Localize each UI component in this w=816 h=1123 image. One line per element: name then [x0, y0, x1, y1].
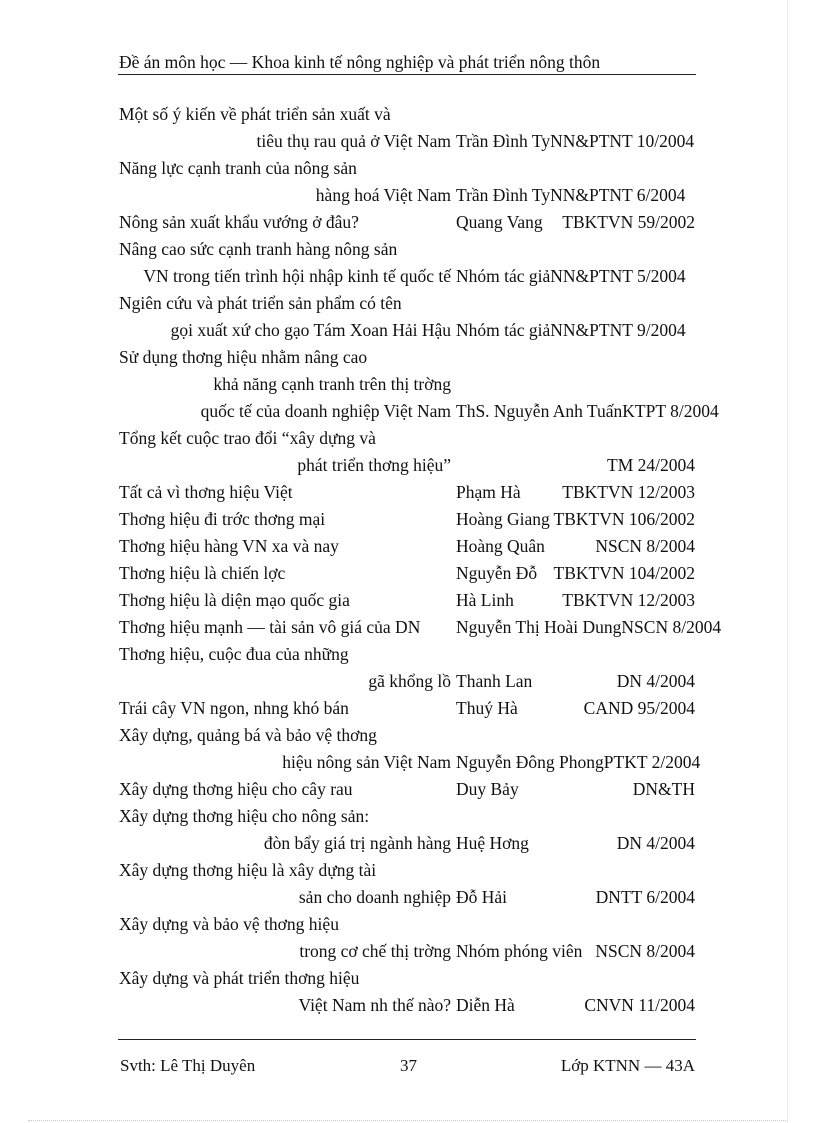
entry-title: gã khổng lồ: [368, 671, 451, 691]
entry-line: [0, 779, 816, 803]
entry-line: [0, 887, 816, 911]
entry-title: Nâng cao sức cạnh tranh hàng nông sản: [119, 239, 398, 259]
entry-line: [0, 266, 816, 290]
entry-author: Hà Linh: [456, 590, 514, 610]
entry-line: [0, 104, 816, 128]
entry-source: PTKT 2/2004: [603, 752, 701, 772]
entry-source: DN&TH: [632, 779, 695, 799]
entry-title: Thơng hiệu mạnh — tài sản vô giá của DN: [119, 617, 421, 637]
entry-line: [0, 752, 816, 776]
entry-title: Thơng hiệu hàng VN xa và nay: [119, 536, 339, 556]
entry-author: Duy Bảy: [456, 779, 519, 799]
entry-source: NN&PTNT 9/2004: [550, 320, 686, 340]
entry-source: DNTT 6/2004: [595, 887, 695, 907]
entry-line: [0, 644, 816, 668]
entry-title: gọi xuất xứ cho gạo Tám Xoan Hải Hậu: [170, 320, 451, 340]
entry-source: KTPT 8/2004: [622, 401, 719, 421]
entry-title: Ngiên cứu và phát triển sản phẩm có tên: [119, 293, 402, 313]
entry-line: [0, 725, 816, 749]
running-header: Đề án môn học — Khoa kinh tế nông nghiệp và phát triển nông thôn: [119, 52, 601, 72]
entry-line: [0, 293, 816, 317]
entry-title: Xây dựng thơng hiệu cho cây rau: [119, 779, 353, 799]
entry-author: Nguyễn Thị Hoài DungNSCN 8/2004: [456, 617, 722, 637]
entry-title: Nông sản xuất khẩu vướng ở đâu?: [119, 212, 359, 232]
entry-source: CAND 95/2004: [583, 698, 695, 718]
entry-line: [0, 131, 816, 155]
entry-author: Nguyễn Đỗ: [456, 563, 538, 583]
entry-title: Xây dựng và bảo vệ thơng hiệu: [119, 914, 339, 934]
entry-title: hiệu nông sản Việt Nam: [282, 752, 451, 772]
entry-source: NN&PTNT 6/2004: [550, 185, 686, 205]
entry-line: [0, 590, 816, 614]
entry-source: TBKTVN 104/2002: [553, 563, 695, 583]
entry-title: Xây dựng thơng hiệu là xây dựng tài: [119, 860, 377, 880]
entry-source: NSCN 8/2004: [595, 941, 695, 961]
entry-line: [0, 428, 816, 452]
entry-author: Hoàng Giang: [456, 509, 550, 529]
entry-line: [0, 968, 816, 992]
entry-title: Thơng hiệu, cuộc đua của những: [119, 644, 349, 664]
entry-title: Xây dựng và phát triển thơng hiệu: [119, 968, 360, 988]
entry-line: [0, 536, 816, 560]
entry-line: [0, 914, 816, 938]
entry-line: [0, 671, 816, 695]
entry-source: NSCN 8/2004: [621, 617, 722, 637]
page-edge-dotted-vertical: [787, 0, 788, 1123]
page-number: 37: [400, 1056, 417, 1075]
entry-source: TBKTVN 106/2002: [553, 509, 695, 529]
entry-author: Hoàng Quân: [456, 536, 545, 556]
entry-line: [0, 563, 816, 587]
entry-line: [0, 482, 816, 506]
entry-source: TBKTVN 12/2003: [562, 482, 695, 502]
entry-title: phát triển thơng hiệu”: [297, 455, 451, 475]
entry-title: Thơng hiệu đi trớc thơng mại: [119, 509, 326, 529]
entry-line: [0, 509, 816, 533]
entry-author: Thuý Hà: [456, 698, 518, 718]
entry-line: [0, 941, 816, 965]
entry-line: [0, 185, 816, 209]
entry-author: Nhóm tác giảNN&PTNT 5/2004: [456, 266, 686, 286]
entry-author: Đỗ Hải: [456, 887, 508, 907]
entry-title: Thơng hiệu là diện mạo quốc gia: [119, 590, 350, 610]
footer-rule: [118, 1039, 696, 1040]
entry-line: [0, 860, 816, 884]
entry-source: NN&PTNT 5/2004: [550, 266, 686, 286]
footer-class: Lớp KTNN — 43A: [560, 1056, 695, 1075]
entry-line: [0, 347, 816, 371]
header-rule: [118, 74, 696, 75]
entry-author: Trần Đình TyNN&PTNT 10/2004: [456, 131, 695, 151]
entry-title: Việt Nam nh thế nào?: [298, 995, 451, 1015]
entry-title: Xây dựng, quảng bá và bảo vệ thơng: [119, 725, 377, 745]
entry-title: quốc tế của doanh nghiệp Việt Nam: [200, 401, 451, 421]
entry-title: Tổng kết cuộc trao đổi “xây dựng và: [119, 428, 376, 448]
entry-line: [0, 617, 816, 641]
entry-author: Thanh Lan: [456, 671, 533, 691]
entry-author: Nhóm phóng viên: [456, 941, 583, 961]
entry-title: tiêu thụ rau quả ở Việt Nam: [256, 131, 451, 151]
entry-line: [0, 995, 816, 1019]
entry-source: CNVN 11/2004: [584, 995, 695, 1015]
entry-author: Nhóm tác giảNN&PTNT 9/2004: [456, 320, 686, 340]
entry-title: sản cho doanh nghiệp: [298, 887, 451, 907]
entry-line: [0, 212, 816, 236]
entry-title: VN trong tiến trình hội nhập kinh tế quốc tế: [143, 266, 451, 286]
entry-author: Huệ Hơng: [456, 833, 529, 853]
entry-source: DN 4/2004: [616, 671, 695, 691]
entry-title: Năng lực cạnh tranh của nông sản: [119, 158, 357, 178]
entry-title: Sử dụng thơng hiệu nhằm nâng cao: [119, 347, 368, 367]
entry-author: Diễn Hà: [456, 995, 515, 1015]
entry-line: [0, 320, 816, 344]
entry-line: [0, 455, 816, 479]
footer-student: Svth: Lê Thị Duyên: [120, 1056, 256, 1075]
entry-title: Một số ý kiến về phát triển sản xuất và: [119, 104, 391, 124]
entry-author: Quang Vang: [456, 212, 543, 232]
entry-source: NN&PTNT 10/2004: [550, 131, 695, 151]
entry-title: khả năng cạnh tranh trên thị trờng: [213, 374, 451, 394]
entry-line: [0, 158, 816, 182]
page-edge-dotted: [28, 1120, 788, 1121]
entry-source: NSCN 8/2004: [595, 536, 695, 556]
entry-title: Tất cả vì thơng hiệu Việt: [119, 482, 293, 502]
entry-title: trong cơ chế thị trờng: [299, 941, 451, 961]
entry-author: Trần Đình TyNN&PTNT 6/2004: [456, 185, 686, 205]
entry-line: [0, 833, 816, 857]
entry-source: TBKTVN 59/2002: [562, 212, 695, 232]
entry-source: DN 4/2004: [616, 833, 695, 853]
entry-title: Xây dựng thơng hiệu cho nông sản:: [119, 806, 370, 826]
entry-line: [0, 698, 816, 722]
entry-source: TBKTVN 12/2003: [562, 590, 695, 610]
entry-title: đòn bẩy giá trị ngành hàng: [263, 833, 451, 853]
entry-author: ThS. Nguyễn Anh TuấnKTPT 8/2004: [456, 401, 719, 421]
entry-title: hàng hoá Việt Nam: [315, 185, 451, 205]
entry-line: [0, 401, 816, 425]
entry-author: Nguyễn Đông PhongPTKT 2/2004: [456, 752, 701, 772]
entry-source: TM 24/2004: [607, 455, 695, 475]
entry-line: [0, 806, 816, 830]
entry-title: Trái cây VN ngon, nhng khó bán: [119, 698, 349, 718]
entry-line: [0, 374, 816, 398]
entry-author: Phạm Hà: [456, 482, 521, 502]
entry-line: [0, 239, 816, 263]
entry-title: Thơng hiệu là chiến lợc: [119, 563, 286, 583]
